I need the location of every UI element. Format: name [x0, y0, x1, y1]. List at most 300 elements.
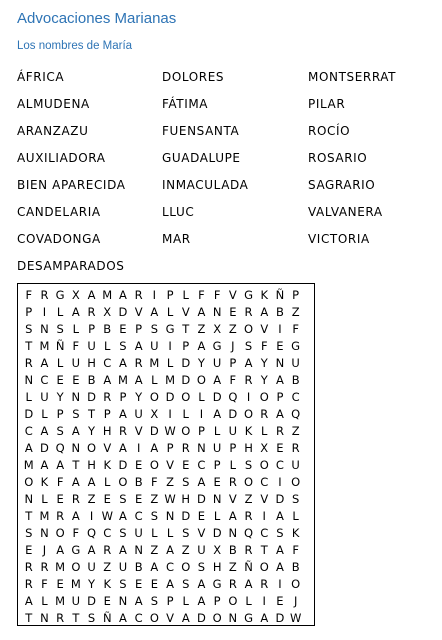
grid-cell[interactable]: G [71, 543, 81, 557]
grid-cell[interactable]: F [260, 339, 268, 353]
grid-cell[interactable]: J [231, 339, 235, 353]
grid-cell[interactable]: C [40, 373, 49, 387]
grid-cell[interactable]: R [103, 390, 112, 404]
grid-cell[interactable]: L [104, 475, 111, 489]
grid-cell[interactable]: M [149, 356, 160, 370]
grid-cell[interactable]: R [40, 560, 49, 574]
grid-cell[interactable]: S [150, 594, 158, 608]
grid-cell[interactable]: S [291, 492, 300, 506]
grid-cell[interactable]: F [25, 288, 33, 302]
grid-cell[interactable]: O [259, 458, 269, 472]
grid-cell[interactable]: P [197, 424, 205, 438]
grid-cell[interactable]: P [103, 407, 111, 421]
grid-cell[interactable]: R [260, 577, 269, 591]
grid-cell[interactable]: R [24, 356, 33, 370]
grid-cell[interactable]: U [197, 543, 206, 557]
grid-cell[interactable]: Z [228, 322, 237, 336]
grid-cell[interactable]: J [42, 543, 47, 557]
grid-cell[interactable]: L [213, 424, 221, 438]
grid-cell[interactable]: S [56, 322, 64, 336]
grid-cell[interactable]: I [199, 407, 204, 421]
grid-cell[interactable]: Q [244, 526, 254, 540]
grid-cell[interactable]: P [229, 441, 237, 455]
grid-cell[interactable]: I [152, 288, 157, 302]
grid-cell[interactable]: E [182, 458, 190, 472]
grid-cell[interactable]: A [276, 543, 284, 557]
grid-cell[interactable]: G [212, 577, 222, 591]
grid-cell[interactable]: T [72, 458, 80, 472]
grid-cell[interactable]: F [198, 288, 205, 302]
grid-cell[interactable]: L [56, 305, 64, 319]
grid-cell[interactable]: L [151, 526, 158, 540]
grid-cell[interactable]: L [198, 390, 205, 404]
grid-cell[interactable]: D [212, 390, 222, 404]
grid-cell[interactable]: D [118, 305, 128, 319]
grid-cell[interactable]: A [119, 288, 127, 302]
grid-cell[interactable]: T [182, 322, 190, 336]
grid-cell[interactable]: N [212, 492, 222, 506]
grid-cell[interactable]: A [71, 475, 80, 489]
grid-cell[interactable]: S [197, 560, 206, 574]
grid-cell[interactable]: O [181, 560, 191, 574]
grid-cell[interactable]: A [119, 611, 127, 625]
grid-cell[interactable]: I [262, 594, 266, 608]
grid-cell[interactable]: I [168, 407, 172, 421]
grid-cell[interactable]: A [166, 543, 174, 557]
grid-cell[interactable]: L [166, 356, 174, 370]
grid-cell[interactable]: Y [260, 356, 268, 370]
grid-cell[interactable]: U [212, 356, 222, 370]
grid-cell[interactable]: R [228, 475, 237, 489]
grid-cell[interactable]: Z [291, 424, 300, 438]
grid-cell[interactable]: R [244, 305, 253, 319]
grid-cell[interactable]: D [40, 441, 49, 455]
grid-cell[interactable]: U [212, 441, 222, 455]
grid-cell[interactable]: A [181, 611, 190, 625]
grid-cell[interactable]: R [56, 611, 65, 625]
grid-cell[interactable]: A [197, 594, 206, 608]
grid-cell[interactable]: V [134, 305, 143, 319]
grid-cell[interactable]: P [166, 594, 174, 608]
grid-cell[interactable]: G [212, 339, 222, 353]
grid-cell[interactable]: F [292, 543, 299, 557]
grid-cell[interactable]: D [165, 390, 175, 404]
grid-cell[interactable]: D [118, 458, 128, 472]
grid-cell[interactable]: L [229, 458, 237, 472]
grid-cell[interactable]: Y [56, 390, 64, 404]
grid-cell[interactable]: L [182, 407, 189, 421]
grid-cell[interactable]: P [229, 356, 237, 370]
grid-cell[interactable]: A [150, 305, 159, 319]
grid-cell[interactable]: O [149, 390, 159, 404]
grid-cell[interactable]: C [260, 475, 269, 489]
grid-cell[interactable]: A [276, 373, 284, 387]
grid-cell[interactable]: C [166, 560, 175, 574]
grid-cell[interactable]: X [213, 322, 222, 336]
grid-cell[interactable]: N [212, 305, 222, 319]
grid-cell[interactable]: T [25, 611, 33, 625]
grid-cell[interactable]: Y [197, 356, 205, 370]
grid-cell[interactable]: A [213, 373, 222, 387]
grid-cell[interactable]: S [150, 509, 158, 523]
grid-cell[interactable]: A [150, 441, 159, 455]
grid-cell[interactable]: E [103, 492, 111, 506]
grid-cell[interactable]: N [134, 543, 143, 557]
grid-cell[interactable]: I [278, 475, 282, 489]
grid-cell[interactable]: A [56, 543, 65, 557]
grid-cell[interactable]: A [119, 543, 127, 557]
grid-cell[interactable]: A [71, 424, 80, 438]
grid-cell[interactable]: G [244, 288, 253, 302]
grid-cell[interactable]: B [291, 373, 300, 387]
grid-cell[interactable]: A [87, 543, 96, 557]
grid-cell[interactable]: L [41, 492, 48, 506]
grid-cell[interactable]: E [229, 305, 237, 319]
grid-cell[interactable]: S [25, 322, 33, 336]
grid-cell[interactable]: Z [228, 560, 237, 574]
grid-cell[interactable]: I [168, 339, 172, 353]
grid-cell[interactable]: P [276, 390, 284, 404]
grid-cell[interactable]: Ñ [275, 288, 285, 302]
grid-cell[interactable]: K [103, 577, 112, 591]
grid-cell[interactable]: Z [291, 305, 300, 319]
grid-cell[interactable]: K [260, 288, 269, 302]
grid-cell[interactable]: Z [150, 492, 159, 506]
grid-cell[interactable]: E [276, 594, 284, 608]
grid-cell[interactable]: C [197, 458, 206, 472]
grid-cell[interactable]: B [275, 305, 284, 319]
grid-cell[interactable]: A [244, 356, 253, 370]
grid-cell[interactable]: Ñ [102, 611, 112, 625]
grid-cell[interactable]: P [166, 441, 174, 455]
grid-cell[interactable]: X [213, 543, 222, 557]
grid-cell[interactable]: M [165, 373, 176, 387]
grid-cell[interactable]: O [149, 611, 159, 625]
grid-cell[interactable]: X [103, 305, 112, 319]
grid-cell[interactable]: O [291, 577, 301, 591]
grid-cell[interactable]: G [55, 288, 65, 302]
grid-cell[interactable]: Z [181, 543, 190, 557]
grid-cell[interactable]: U [71, 356, 81, 370]
grid-cell[interactable]: V [197, 526, 206, 540]
grid-cell[interactable]: M [23, 458, 34, 472]
grid-cell[interactable]: F [41, 577, 48, 591]
grid-cell[interactable]: G [244, 611, 253, 625]
grid-cell[interactable]: Q [228, 390, 238, 404]
grid-cell[interactable]: F [292, 322, 299, 336]
grid-cell[interactable]: V [260, 322, 269, 336]
grid-cell[interactable]: G [165, 322, 175, 336]
grid-cell[interactable]: G [291, 339, 301, 353]
grid-cell[interactable]: I [278, 322, 282, 336]
grid-cell[interactable]: O [244, 407, 254, 421]
grid-cell[interactable]: U [150, 339, 159, 353]
grid-cell[interactable]: A [276, 407, 284, 421]
grid-cell[interactable]: D [181, 509, 191, 523]
grid-cell[interactable]: A [103, 373, 112, 387]
grid-cell[interactable]: S [56, 424, 64, 438]
grid-cell[interactable]: C [134, 509, 143, 523]
grid-cell[interactable]: D [149, 424, 159, 438]
grid-cell[interactable]: D [275, 492, 285, 506]
grid-cell[interactable]: C [103, 526, 112, 540]
grid-cell[interactable]: P [292, 288, 300, 302]
grid-cell[interactable]: M [39, 509, 50, 523]
grid-cell[interactable]: F [72, 526, 80, 540]
grid-cell[interactable]: A [40, 424, 49, 438]
grid-cell[interactable]: W [101, 509, 113, 523]
grid-cell[interactable]: Z [103, 560, 112, 574]
grid-cell[interactable]: E [135, 492, 143, 506]
grid-cell[interactable]: N [275, 356, 285, 370]
grid-cell[interactable]: O [196, 373, 206, 387]
grid-cell[interactable]: Z [150, 543, 159, 557]
grid-cell[interactable]: K [103, 458, 112, 472]
grid-cell[interactable]: O [87, 441, 97, 455]
grid-cell[interactable]: M [55, 560, 66, 574]
grid-cell[interactable]: D [24, 407, 34, 421]
grid-cell[interactable]: Z [166, 475, 174, 489]
grid-cell[interactable]: Q [87, 526, 97, 540]
grid-cell[interactable]: E [276, 339, 284, 353]
grid-cell[interactable]: I [262, 509, 266, 523]
grid-cell[interactable]: E [103, 594, 111, 608]
grid-cell[interactable]: T [25, 509, 33, 523]
grid-cell[interactable]: M [117, 373, 128, 387]
grid-cell[interactable]: X [150, 407, 159, 421]
grid-cell[interactable]: E [150, 577, 158, 591]
grid-cell[interactable]: U [291, 458, 300, 472]
grid-cell[interactable]: A [24, 441, 33, 455]
grid-cell[interactable]: N [228, 611, 238, 625]
grid-cell[interactable]: A [276, 560, 284, 574]
grid-cell[interactable]: A [260, 611, 269, 625]
grid-cell[interactable]: S [119, 577, 127, 591]
grid-cell[interactable]: F [151, 475, 158, 489]
grid-cell[interactable]: E [213, 475, 221, 489]
grid-cell[interactable]: D [181, 356, 191, 370]
grid-cell[interactable]: W [164, 424, 176, 438]
grid-cell[interactable]: M [70, 577, 81, 591]
grid-cell[interactable]: U [291, 356, 300, 370]
grid-cell[interactable]: Ñ [244, 560, 253, 574]
grid-cell[interactable]: T [72, 611, 80, 625]
grid-cell[interactable]: D [87, 594, 96, 608]
grid-cell[interactable]: L [245, 594, 252, 608]
grid-cell[interactable]: R [118, 424, 127, 438]
grid-cell[interactable]: U [228, 424, 238, 438]
grid-cell[interactable]: O [55, 526, 65, 540]
grid-cell[interactable]: X [260, 441, 269, 455]
grid-cell[interactable]: H [87, 458, 96, 472]
grid-cell[interactable]: A [71, 305, 80, 319]
grid-cell[interactable]: R [40, 288, 49, 302]
grid-cell[interactable]: Z [244, 492, 253, 506]
grid-cell[interactable]: R [244, 543, 253, 557]
grid-cell[interactable]: B [103, 322, 112, 336]
grid-cell[interactable]: C [134, 611, 143, 625]
grid-cell[interactable]: Y [135, 390, 143, 404]
grid-cell[interactable]: R [244, 373, 253, 387]
grid-cell[interactable]: V [228, 288, 237, 302]
grid-cell[interactable]: N [118, 594, 128, 608]
grid-cell[interactable]: S [25, 526, 33, 540]
grid-cell[interactable]: E [119, 322, 127, 336]
grid-cell[interactable]: R [291, 441, 300, 455]
grid-cell[interactable]: L [41, 407, 48, 421]
grid-cell[interactable]: N [40, 611, 49, 625]
grid-cell[interactable]: P [213, 458, 221, 472]
grid-cell[interactable]: N [197, 441, 206, 455]
grid-cell[interactable]: A [228, 509, 237, 523]
grid-cell[interactable]: A [87, 475, 96, 489]
grid-cell[interactable]: A [197, 475, 206, 489]
grid-cell[interactable]: O [244, 475, 254, 489]
grid-cell[interactable]: A [150, 560, 159, 574]
grid-cell[interactable]: H [102, 424, 112, 438]
grid-cell[interactable]: R [103, 543, 112, 557]
grid-cell[interactable]: I [278, 577, 282, 591]
grid-cell[interactable]: E [276, 441, 284, 455]
grid-cell[interactable]: P [213, 594, 221, 608]
grid-cell[interactable]: U [71, 594, 81, 608]
grid-cell[interactable]: S [244, 458, 253, 472]
grid-cell[interactable]: A [40, 356, 49, 370]
grid-cell[interactable]: F [213, 288, 221, 302]
grid-cell[interactable]: N [165, 509, 175, 523]
grid-cell[interactable]: P [182, 339, 190, 353]
grid-cell[interactable]: U [134, 526, 143, 540]
grid-cell[interactable]: R [244, 509, 253, 523]
grid-cell[interactable]: O [291, 475, 301, 489]
grid-cell[interactable]: A [197, 577, 206, 591]
grid-cell[interactable]: P [135, 322, 143, 336]
grid-cell[interactable]: R [134, 288, 143, 302]
grid-cell[interactable]: F [229, 373, 237, 387]
grid-cell[interactable]: I [246, 390, 251, 404]
grid-cell[interactable]: O [149, 458, 159, 472]
grid-cell[interactable]: T [260, 543, 268, 557]
grid-cell[interactable]: D [197, 492, 206, 506]
grid-cell[interactable]: H [87, 356, 96, 370]
grid-cell[interactable]: L [182, 594, 189, 608]
grid-cell[interactable]: H [244, 441, 253, 455]
grid-cell[interactable]: O [71, 560, 81, 574]
grid-cell[interactable]: B [87, 373, 96, 387]
grid-cell[interactable]: N [40, 322, 49, 336]
grid-cell[interactable]: E [135, 458, 143, 472]
grid-cell[interactable]: S [276, 526, 284, 540]
grid-cell[interactable]: S [119, 526, 127, 540]
grid-cell[interactable]: S [119, 492, 127, 506]
grid-cell[interactable]: R [71, 492, 80, 506]
grid-cell[interactable]: R [275, 424, 284, 438]
grid-cell[interactable]: N [228, 526, 238, 540]
grid-cell[interactable]: L [151, 373, 158, 387]
grid-cell[interactable]: C [260, 526, 269, 540]
grid-cell[interactable]: L [41, 594, 48, 608]
grid-cell[interactable]: V [181, 305, 190, 319]
grid-cell[interactable]: O [181, 390, 191, 404]
grid-cell[interactable]: L [292, 509, 299, 523]
grid-cell[interactable]: Y [88, 577, 96, 591]
grid-cell[interactable]: U [87, 339, 96, 353]
grid-cell[interactable]: V [166, 458, 174, 472]
grid-cell[interactable]: L [72, 322, 80, 336]
grid-cell[interactable]: T [25, 339, 33, 353]
grid-cell[interactable]: A [40, 458, 49, 472]
grid-cell[interactable]: W [289, 611, 302, 625]
grid-cell[interactable]: W [164, 492, 176, 506]
grid-cell[interactable]: Q [55, 441, 65, 455]
grid-cell[interactable]: A [197, 305, 206, 319]
grid-cell[interactable]: A [213, 407, 222, 421]
grid-cell[interactable]: E [56, 577, 64, 591]
grid-cell[interactable]: R [24, 577, 33, 591]
grid-cell[interactable]: R [24, 560, 33, 574]
grid-cell[interactable]: Z [197, 322, 206, 336]
grid-cell[interactable]: I [89, 509, 94, 523]
grid-cell[interactable]: D [197, 611, 206, 625]
grid-cell[interactable]: U [87, 560, 96, 574]
grid-cell[interactable]: L [166, 526, 174, 540]
grid-cell[interactable]: E [72, 373, 80, 387]
grid-cell[interactable]: D [181, 373, 191, 387]
grid-cell[interactable]: A [260, 305, 269, 319]
grid-cell[interactable]: A [276, 509, 284, 523]
grid-cell[interactable]: A [134, 594, 143, 608]
grid-cell[interactable]: S [72, 407, 80, 421]
grid-cell[interactable]: A [134, 339, 143, 353]
grid-cell[interactable]: O [24, 475, 34, 489]
grid-cell[interactable]: H [181, 492, 191, 506]
grid-cell[interactable]: O [118, 475, 128, 489]
grid-cell[interactable]: L [261, 424, 268, 438]
grid-cell[interactable]: B [134, 475, 143, 489]
grid-cell[interactable]: Y [260, 373, 268, 387]
grid-cell[interactable]: I [136, 441, 141, 455]
grid-cell[interactable]: R [228, 577, 237, 591]
grid-cell[interactable]: A [244, 577, 253, 591]
grid-cell[interactable]: N [40, 526, 49, 540]
grid-cell[interactable]: M [55, 594, 66, 608]
grid-cell[interactable]: Ñ [55, 339, 65, 353]
grid-cell[interactable]: F [72, 339, 80, 353]
grid-cell[interactable]: V [228, 492, 237, 506]
grid-cell[interactable]: O [244, 322, 254, 336]
grid-cell[interactable]: R [56, 509, 65, 523]
grid-cell[interactable]: A [71, 509, 80, 523]
grid-cell[interactable]: A [119, 407, 127, 421]
grid-cell[interactable]: U [118, 560, 128, 574]
grid-cell[interactable]: V [260, 492, 269, 506]
grid-cell[interactable]: K [244, 424, 253, 438]
grid-cell[interactable]: A [119, 509, 127, 523]
grid-cell[interactable]: V [103, 441, 112, 455]
grid-cell[interactable]: K [291, 526, 300, 540]
grid-cell[interactable]: N [24, 492, 34, 506]
grid-cell[interactable]: C [275, 458, 284, 472]
grid-cell[interactable]: O [212, 611, 222, 625]
grid-cell[interactable]: B [291, 560, 300, 574]
grid-cell[interactable]: N [71, 441, 81, 455]
grid-cell[interactable]: A [166, 577, 174, 591]
grid-cell[interactable]: S [182, 526, 190, 540]
grid-cell[interactable]: R [134, 356, 143, 370]
grid-cell[interactable]: A [119, 441, 127, 455]
grid-cell[interactable]: P [56, 407, 64, 421]
grid-cell[interactable]: Z [87, 492, 96, 506]
